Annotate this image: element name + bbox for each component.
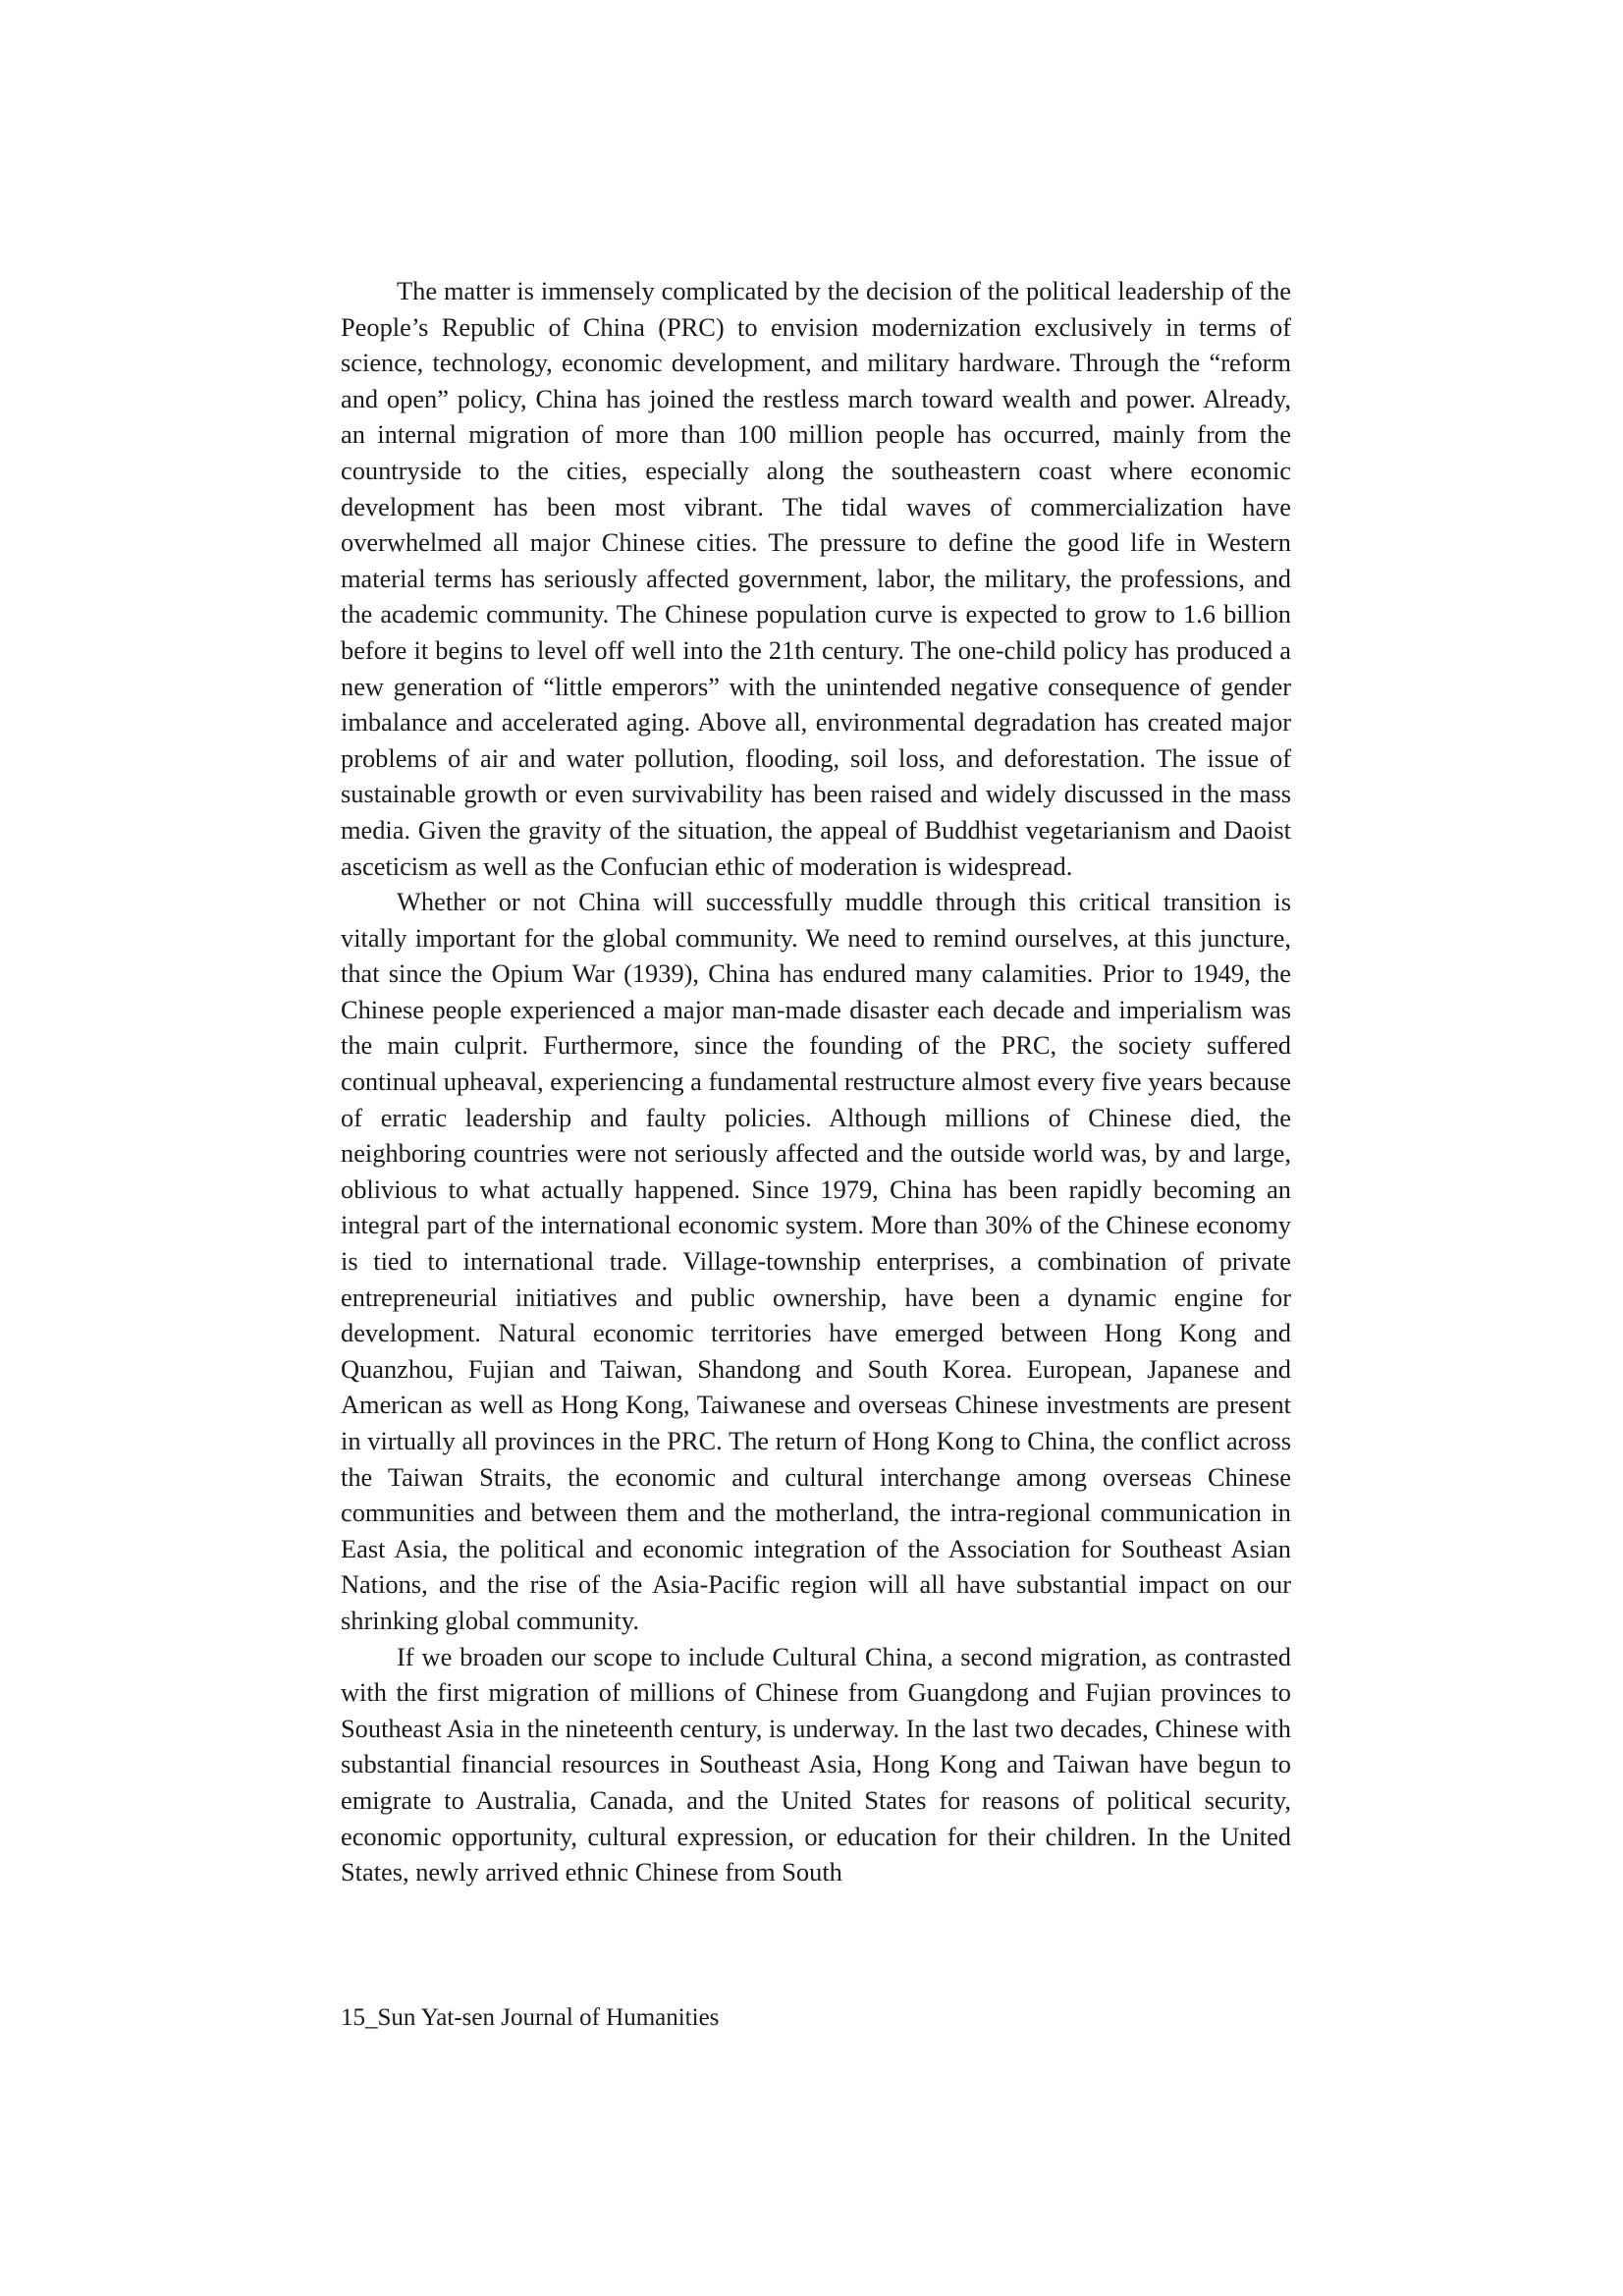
paragraph-global-community: Whether or not China will successfully muddle through this critical transition is vitally important for the global community. We need to remind ourselves, at this juncture, that since the Opium War (1939), China has endured many calamities. Prior to 1949, the Chinese people experienced a major man-made disaster each decade and imperialism was the main culprit. Furthermore, since the founding of the PRC, the society suffered continual upheaval, experiencing a fundamental restructure almost every five years because of erratic leadership and faulty policies. Although millions of Chinese died, the neighboring countries were not seriously affected and the outside world was, by and large, oblivious to what actually happened. Since 1979, China has been rapidly becoming an integral part of the international economic system. More than 30% of the Chinese economy is tied to international trade. Village-township enterprises, a combination of private entrepreneurial initiatives and public ownership, have been a dynamic engine for development. Natural economic territories have emerged between Hong Kong and Quanzhou, Fujian and Taiwan, Shandong and South Korea. European, Japanese and American as well as Hong Kong, Taiwanese and overseas Chinese investments are present in virtually all provinces in the PRC. The return of Hong Kong to China, the conflict across the Taiwan Straits, the economic and cultural interchange among overseas Chinese communities and between them and the motherland, the intra-regional communication in East Asia, the political and economic integration of the Association for Southeast Asian Nations, and the rise of the Asia-Pacific region will all have substantial impact on our shrinking global community. — [341, 887, 1291, 1635]
page-footer: 15_Sun Yat-sen Journal of Humanities — [341, 2004, 720, 2031]
paragraph-modernization: The matter is immensely complicated by the decision of the political leadership of the People’s Republic of China (PRC) to envision modernization exclusively in terms of science, technology, economic development, and military hardware. Through the “reform and open” policy, China has joined the restless march toward wealth and power. Already, an internal migration of more than 100 million people has occurred, mainly from the countryside to the cities, especially along the southeastern coast where economic development has been most vibrant. The tidal waves of commercialization have overwhelmed all major Chinese cities. The pressure to define the good life in Western material terms has seriously affected government, labor, the military, the professions, and the academic community. The Chinese population curve is expected to grow to 1.6 billion before it begins to level off well into the 21th century. The one-child policy has produced a new generation of “little emperors” with the unintended negative consequence of gender imbalance and accelerated aging. Above all, environmental degradation has created major problems of air and water pollution, flooding, soil loss, and deforestation. The issue of sustainable growth or even survivability has been raised and widely discussed in the mass media. Given the gravity of the situation, the appeal of Buddhist vegetarianism and Daoist asceticism as well as the Confucian ethic of moderation is widespread. — [341, 276, 1291, 881]
page-body — [341, 273, 1291, 1890]
paragraph-cultural-china: If we broaden our scope to include Cultural China, a second migration, as contrasted with the first migration of millions of Chinese from Guangdong and Fujian provinces to Southeast Asia in the nineteenth century, is underway. In the last two decades, Chinese with substantial financial resources in Southeast Asia, Hong Kong and Taiwan have begun to emigrate to Australia, Canada, and the United States for reasons of political security, economic opportunity, cultural expression, or education for their children. In the United States, newly arrived ethnic Chinese from South — [341, 1641, 1291, 1887]
